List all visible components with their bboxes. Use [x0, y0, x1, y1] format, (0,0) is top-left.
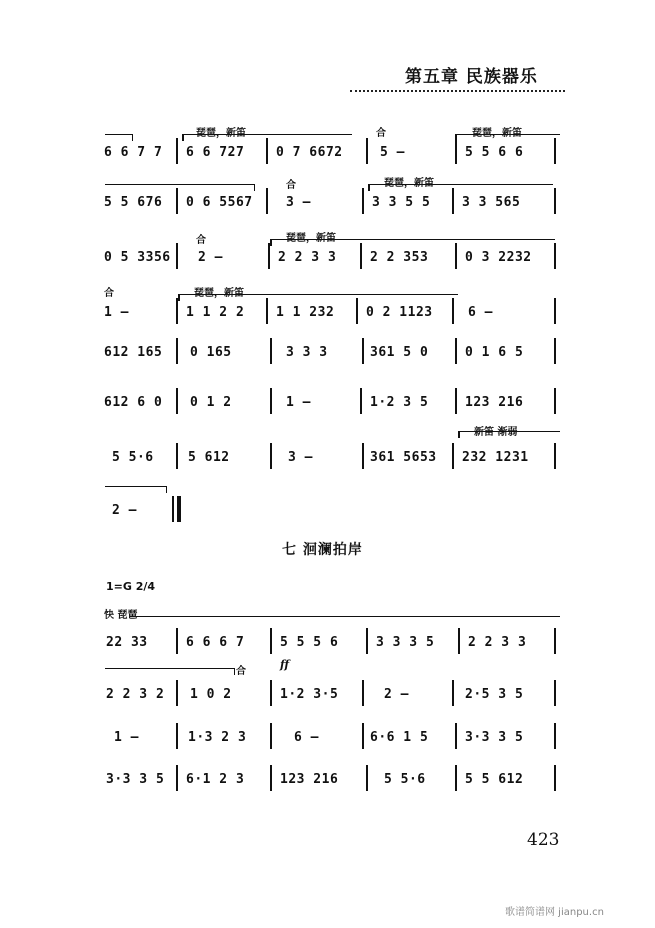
final-barline-thin: [172, 496, 174, 522]
barline: [360, 243, 362, 269]
score-row-5: [100, 330, 560, 370]
page-number: 423: [527, 830, 560, 850]
barline: [266, 298, 268, 324]
measure: 6 —: [294, 730, 319, 745]
measure: 0 6 5567: [186, 195, 253, 210]
instrument-annotation: 琵琶，新笛: [472, 128, 522, 139]
measure: 0 7 6672: [276, 145, 343, 160]
measure: 2 2 3 3: [278, 250, 337, 265]
measure: 1·2 3·5: [280, 687, 339, 702]
instrument-annotation: 琵琶，新笛: [196, 128, 246, 139]
measure: 612 165: [104, 345, 163, 360]
barline: [362, 443, 364, 469]
measure: 6 —: [468, 305, 493, 320]
measure: 6 6 6 7: [186, 635, 245, 650]
measure: 5 5 676: [104, 195, 163, 210]
measure: 2 2 3 3: [468, 635, 527, 650]
barline: [176, 188, 178, 214]
barline: [452, 298, 454, 324]
barline: [452, 680, 454, 706]
barline: [554, 723, 556, 749]
measure: 5 —: [380, 145, 405, 160]
measure: 2 2 353: [370, 250, 429, 265]
barline: [270, 765, 272, 791]
phrase-bracket: [105, 668, 235, 669]
tutti-annotation: 合: [236, 666, 246, 677]
measure: 5 612: [188, 450, 230, 465]
barline: [362, 188, 364, 214]
measure: 3 3 565: [462, 195, 521, 210]
tutti-annotation: 合: [196, 235, 206, 246]
barline: [270, 628, 272, 654]
barline: [366, 138, 368, 164]
barline: [176, 443, 178, 469]
measure: 1 1 232: [276, 305, 335, 320]
measure: 6·1 2 3: [186, 772, 245, 787]
barline: [455, 765, 457, 791]
score-row-9: [100, 610, 560, 660]
barline: [176, 298, 178, 324]
measure: 2 —: [384, 687, 409, 702]
header-dotted-rule: [350, 90, 565, 92]
barline: [366, 765, 368, 791]
barline: [266, 188, 268, 214]
barline: [270, 680, 272, 706]
barline: [554, 298, 556, 324]
barline: [176, 138, 178, 164]
score-row-4: [100, 290, 560, 330]
score-row-3: [100, 235, 560, 275]
measure: 1·2 3 5: [370, 395, 429, 410]
barline: [554, 680, 556, 706]
score-row-12: [100, 757, 560, 797]
barline: [452, 188, 454, 214]
dynamic-marking: ff: [280, 658, 290, 671]
barline: [455, 138, 457, 164]
measure: 0 2 1123: [366, 305, 433, 320]
section-title: 七 洄澜拍岸: [282, 542, 363, 558]
barline: [452, 443, 454, 469]
measure: 3·3 3 5: [106, 772, 165, 787]
phrase-bracket: [105, 184, 255, 185]
barline: [458, 628, 460, 654]
measure: 22 33: [106, 635, 148, 650]
barline: [176, 723, 178, 749]
measure: 0 1 2: [190, 395, 232, 410]
measure: 123 216: [280, 772, 339, 787]
measure: 361 5 0: [370, 345, 429, 360]
measure: 232 1231: [462, 450, 529, 465]
barline: [554, 138, 556, 164]
chapter-heading: 第五章 民族器乐: [405, 67, 538, 87]
measure: 5 5 612: [465, 772, 524, 787]
barline: [554, 338, 556, 364]
measure: 2 2 3 2: [106, 687, 165, 702]
score-row-1: [100, 130, 560, 170]
measure: 5 5·6: [384, 772, 426, 787]
tempo-instrument-annotation: 快 琵琶: [104, 610, 138, 621]
instrument-annotation: 琵琶，新笛: [286, 233, 336, 244]
barline: [268, 243, 270, 269]
tutti-annotation: 合: [104, 288, 114, 299]
barline: [176, 765, 178, 791]
instrument-bracket: [130, 616, 560, 617]
score-row-11: [100, 715, 560, 755]
barline: [270, 388, 272, 414]
phrase-bracket: [105, 486, 167, 487]
final-barline-thick: [177, 496, 181, 522]
barline: [554, 188, 556, 214]
measure: 3 —: [288, 450, 313, 465]
barline: [554, 388, 556, 414]
barline: [554, 628, 556, 654]
measure: 5 5 5 6: [280, 635, 339, 650]
measure: 123 216: [465, 395, 524, 410]
measure: 3 3 3 5: [376, 635, 435, 650]
score-row-8: [100, 488, 560, 528]
barline: [362, 680, 364, 706]
measure: 2 —: [112, 503, 137, 518]
measure: 612 6 0: [104, 395, 163, 410]
barline: [554, 765, 556, 791]
measure: 5 5·6: [112, 450, 154, 465]
barline: [270, 338, 272, 364]
measure: 2·5 3 5: [465, 687, 524, 702]
measure: 1 0 2: [190, 687, 232, 702]
measure: 3 3 3: [286, 345, 328, 360]
instrument-annotation: 琵琶，新笛: [384, 178, 434, 189]
measure: 1 —: [286, 395, 311, 410]
measure: 3 3 5 5: [372, 195, 431, 210]
instrument-annotation: 新笛 渐弱: [474, 427, 518, 438]
barline: [554, 443, 556, 469]
measure: 3 —: [286, 195, 311, 210]
measure: 1·3 2 3: [188, 730, 247, 745]
measure: 1 —: [114, 730, 139, 745]
phrase-bracket: [105, 134, 133, 135]
watermark: 歌谱简谱网 jianpu.cn: [505, 907, 604, 918]
barline: [455, 723, 457, 749]
measure: 0 5 3356: [104, 250, 171, 265]
barline: [455, 243, 457, 269]
barline: [554, 243, 556, 269]
tutti-annotation: 合: [376, 128, 386, 139]
barline: [176, 338, 178, 364]
barline: [266, 138, 268, 164]
barline: [176, 243, 178, 269]
measure: 6 6 7 7: [104, 145, 163, 160]
measure: 361 5653: [370, 450, 437, 465]
score-row-7: [100, 427, 560, 475]
measure: 1 1 2 2: [186, 305, 245, 320]
tutti-annotation: 合: [286, 180, 296, 191]
barline: [176, 388, 178, 414]
barline: [176, 628, 178, 654]
measure: 2 —: [198, 250, 223, 265]
barline: [270, 723, 272, 749]
barline: [362, 338, 364, 364]
barline: [270, 443, 272, 469]
barline: [455, 388, 457, 414]
barline: [176, 680, 178, 706]
measure: 0 3 2232: [465, 250, 532, 265]
barline: [366, 628, 368, 654]
measure: 3·3 3 5: [465, 730, 524, 745]
measure: 0 1 6 5: [465, 345, 524, 360]
score-row-2: [100, 180, 560, 220]
score-row-6: [100, 380, 560, 420]
barline: [360, 388, 362, 414]
measure: 6 6 727: [186, 145, 245, 160]
barline: [356, 298, 358, 324]
instrument-annotation: 琵琶，新笛: [194, 288, 244, 299]
measure: 1 —: [104, 305, 129, 320]
measure: 6·6 1 5: [370, 730, 429, 745]
score-row-10: [100, 658, 560, 712]
key-signature: 1=G 2/4: [106, 580, 156, 593]
measure: 5 5 6 6: [465, 145, 524, 160]
barline: [455, 338, 457, 364]
barline: [362, 723, 364, 749]
measure: 0 165: [190, 345, 232, 360]
